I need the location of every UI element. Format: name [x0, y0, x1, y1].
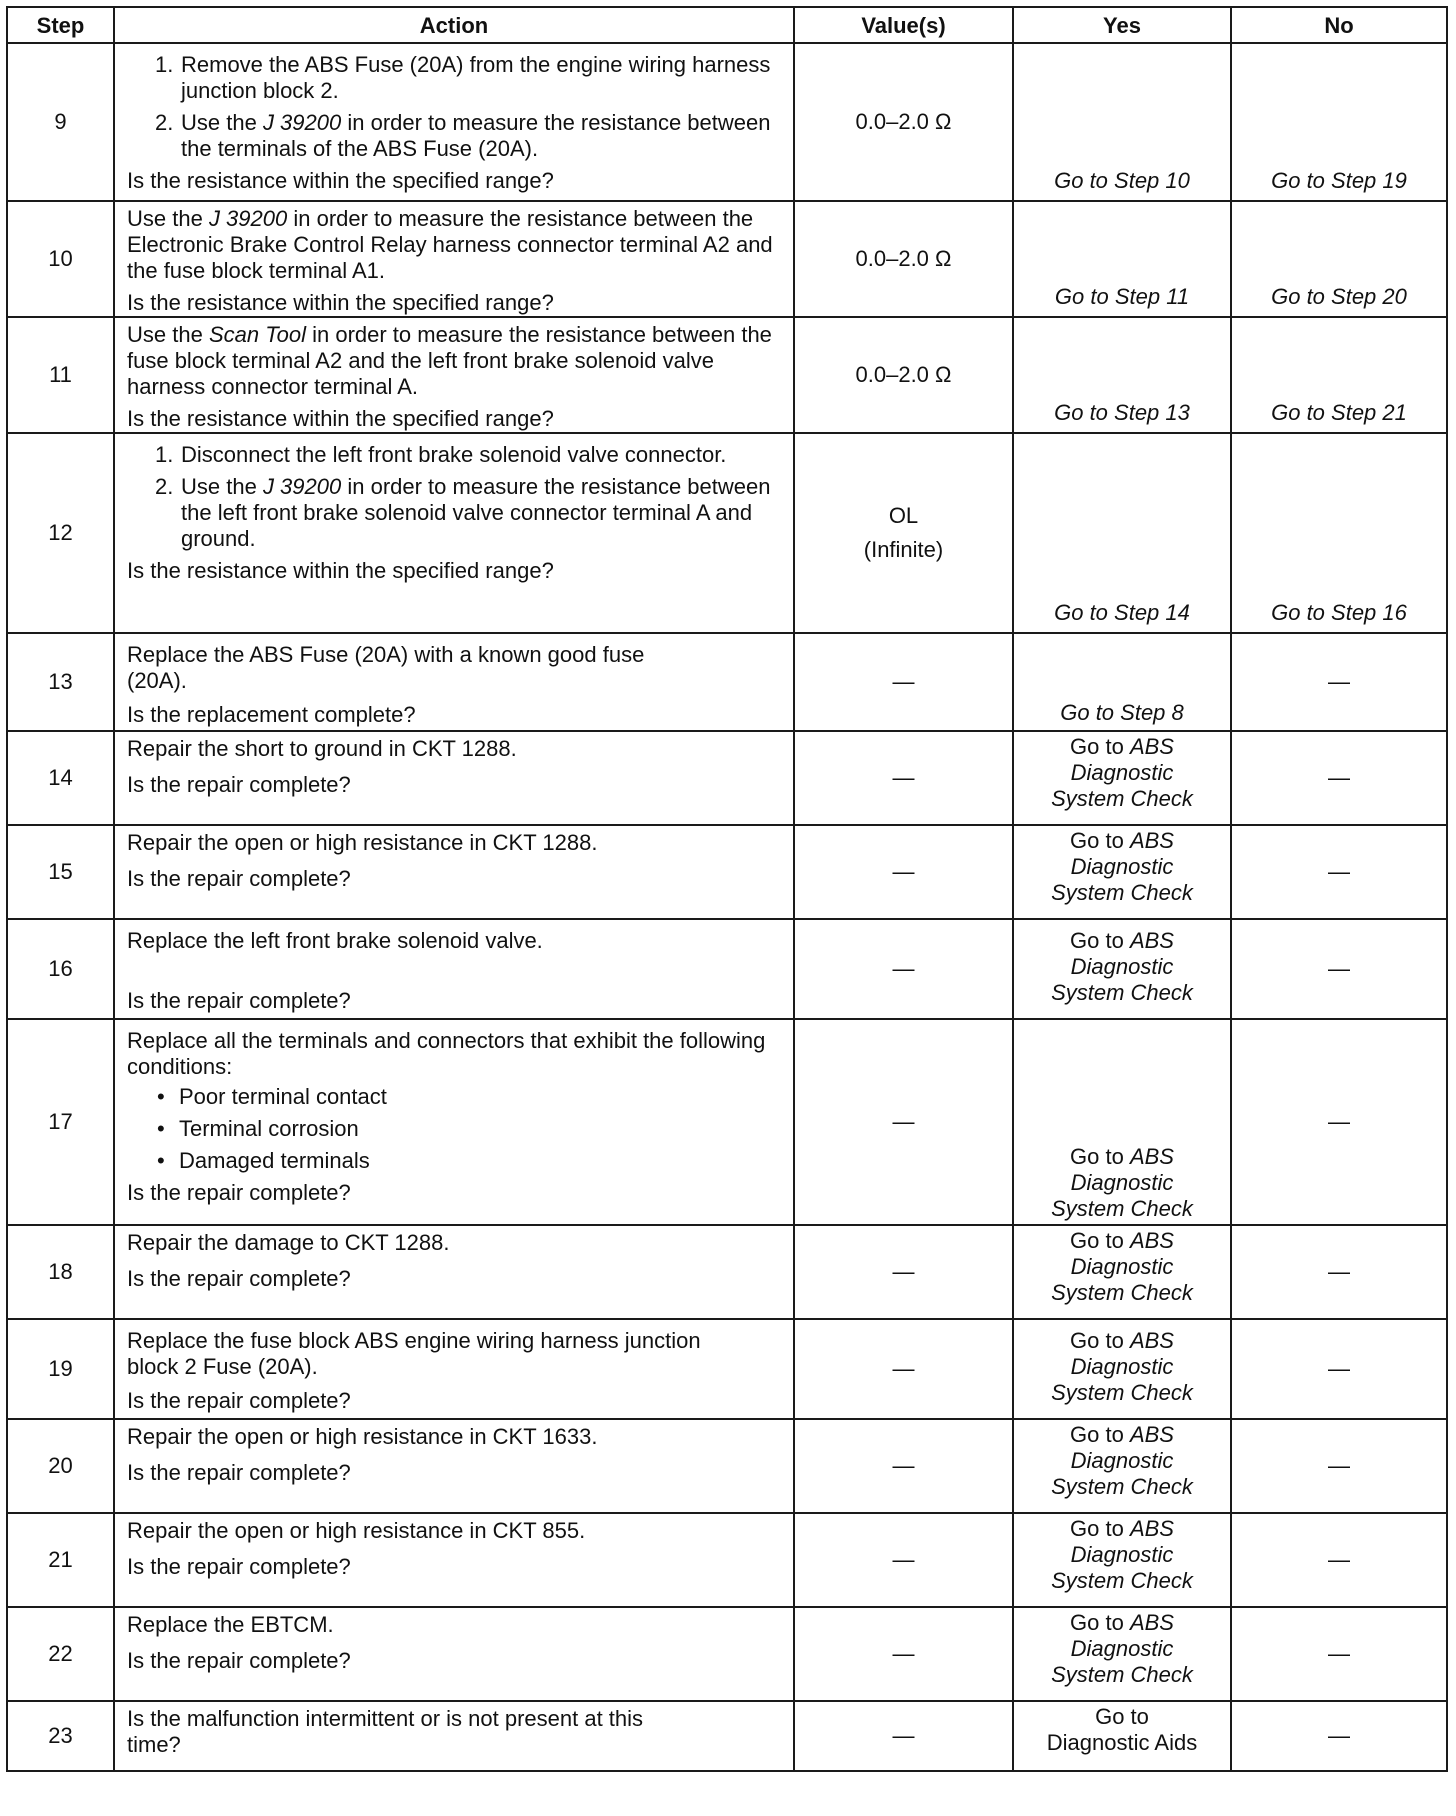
question-text: Is the resistance within the specified range?: [127, 168, 554, 193]
step-number: 20: [7, 1419, 114, 1513]
table-row: [7, 43, 1447, 201]
question-text: Is the resistance within the specified range?: [127, 406, 554, 431]
yes-cell: Go to ABS Diagnostic System Check: [1013, 825, 1231, 919]
header-step: Step: [7, 7, 114, 43]
question-text: Is the repair complete?: [127, 1180, 351, 1205]
action-cell: Repair the open or high resistance in CKT 1633. Is the repair complete?: [114, 1419, 794, 1513]
no-cell: Go to Step 19: [1231, 43, 1447, 201]
value-cell: —: [794, 1419, 1013, 1513]
value-cell: —: [794, 633, 1013, 731]
table-row: [7, 1225, 1447, 1319]
yes-cell: Go to ABS Diagnostic System Check: [1013, 1019, 1231, 1225]
question-text: Is the malfunction intermittent or is not present at this time?: [127, 1706, 644, 1757]
question-text: Is the resistance within the specified range?: [127, 290, 554, 315]
no-cell: —: [1231, 1513, 1447, 1607]
step-number: 12: [7, 433, 114, 633]
step-number: 15: [7, 825, 114, 919]
header-yes: Yes: [1013, 7, 1231, 43]
value-cell: —: [794, 1701, 1013, 1771]
step-number: 18: [7, 1225, 114, 1319]
value-cell: 0.0–2.0 Ω: [794, 43, 1013, 201]
list-item: 1. Remove the ABS Fuse (20A) from the engine wiring harness junction block 2.: [155, 52, 771, 103]
step-number: 21: [7, 1513, 114, 1607]
yes-cell: Go to ABS Diagnostic System Check: [1013, 1319, 1231, 1419]
question-text: Is the resistance within the specified range?: [127, 558, 554, 583]
question-text: Is the repair complete?: [127, 772, 351, 797]
yes-cell: Go to ABS Diagnostic System Check: [1013, 919, 1231, 1019]
no-cell: —: [1231, 633, 1447, 731]
table-row: [7, 633, 1447, 731]
action-cell: [114, 1701, 794, 1771]
step-number: 14: [7, 731, 114, 825]
no-cell: Go to Step 16: [1231, 433, 1447, 633]
question-text: Is the repair complete?: [127, 1648, 351, 1673]
table-row: [7, 317, 1447, 433]
question-text: Is the repair complete?: [127, 988, 351, 1013]
no-cell: —: [1231, 1225, 1447, 1319]
action-cell: Replace the EBTCM. Is the repair complete?: [114, 1607, 794, 1701]
question-text: Is the repair complete?: [127, 1554, 351, 1579]
table-row: [7, 1513, 1447, 1607]
list-item: • Terminal corrosion: [157, 1116, 359, 1141]
value-cell: —: [794, 1225, 1013, 1319]
question-text: Is the repair complete?: [127, 866, 351, 891]
step-number: 22: [7, 1607, 114, 1701]
step-number: 19: [7, 1319, 114, 1419]
value-cell: —: [794, 1319, 1013, 1419]
value-cell: 0.0–2.0 Ω: [794, 317, 1013, 433]
no-cell: —: [1231, 1607, 1447, 1701]
list-item: 1. Disconnect the left front brake solenoid valve connector.: [155, 442, 727, 467]
action-cell: Use the J 39200 in order to measure the resistance between the Electronic Brake Control Relay harness connector terminal A2 and the fuse block terminal A1. Is the resistance within the specified range?: [114, 201, 794, 317]
action-cell: Repair the open or high resistance in CKT 1288. Is the repair complete?: [114, 825, 794, 919]
question-text: Is the repair complete?: [127, 1266, 351, 1291]
question-text: Is the repair complete?: [127, 1388, 351, 1413]
yes-cell: Go to ABS Diagnostic System Check: [1013, 1419, 1231, 1513]
step-number: 9: [7, 43, 114, 201]
action-cell: Repair the damage to CKT 1288. Is the repair complete?: [114, 1225, 794, 1319]
value-cell: —: [794, 1607, 1013, 1701]
action-cell: [114, 43, 794, 201]
table-row: [7, 433, 1447, 633]
step-number: 16: [7, 919, 114, 1019]
diagnostic-table-page: [6, 6, 1446, 1772]
yes-cell: Go to ABS Diagnostic System Check: [1013, 1513, 1231, 1607]
header-row: [7, 7, 1447, 43]
table-row: [7, 1019, 1447, 1225]
yes-cell: Go to Step 11: [1013, 201, 1231, 317]
action-cell: Replace the ABS Fuse (20A) with a known good fuse (20A). Is the replacement complete?: [114, 633, 794, 731]
yes-cell: Go to Step 14: [1013, 433, 1231, 633]
no-cell: —: [1231, 1319, 1447, 1419]
action-cell: [114, 433, 794, 633]
yes-cell: Go to ABS Diagnostic System Check: [1013, 1607, 1231, 1701]
action-cell: Replace the fuse block ABS engine wiring harness junction block 2 Fuse (20A). Is the repair complete?: [114, 1319, 794, 1419]
value-cell: —: [794, 1019, 1013, 1225]
diagnostic-table: [6, 6, 1448, 1772]
no-cell: —: [1231, 1419, 1447, 1513]
no-cell: Go to Step 21: [1231, 317, 1447, 433]
table-row: [7, 201, 1447, 317]
question-text: Is the repair complete?: [127, 1460, 351, 1485]
yes-cell: Go to Step 8: [1013, 633, 1231, 731]
step-number: 13: [7, 633, 114, 731]
step-number: 23: [7, 1701, 114, 1771]
no-cell: —: [1231, 919, 1447, 1019]
action-cell: Replace all the terminals and connectors that exhibit the following conditions: • Poor terminal contact • Terminal corrosion • Damaged terminals Is the repair complete?: [114, 1019, 794, 1225]
question-text: Is the replacement complete?: [127, 702, 416, 727]
table-row: [7, 1607, 1447, 1701]
action-cell: Repair the open or high resistance in CKT 855. Is the repair complete?: [114, 1513, 794, 1607]
no-cell: —: [1231, 1701, 1447, 1771]
no-cell: Go to Step 20: [1231, 201, 1447, 317]
list-item: • Damaged terminals: [157, 1148, 370, 1173]
table-row: [7, 825, 1447, 919]
value-cell: —: [794, 919, 1013, 1019]
yes-cell: Go to Step 10: [1013, 43, 1231, 201]
value-cell: —: [794, 825, 1013, 919]
value-cell: —: [794, 731, 1013, 825]
table-row: [7, 731, 1447, 825]
header-action: Action: [114, 7, 794, 43]
action-cell: Replace the left front brake solenoid valve. Is the repair complete?: [114, 919, 794, 1019]
no-cell: —: [1231, 731, 1447, 825]
action-cell: Use the Scan Tool in order to measure the resistance between the fuse block terminal A2 and the left front brake solenoid valve harness connector terminal A. Is the resistance within the specified range?: [114, 317, 794, 433]
value-cell: 0.0–2.0 Ω: [794, 201, 1013, 317]
table-row: [7, 1701, 1447, 1771]
step-number: 17: [7, 1019, 114, 1225]
table-row: [7, 1419, 1447, 1513]
step-number: 10: [7, 201, 114, 317]
yes-cell: Go to ABS Diagnostic System Check: [1013, 1225, 1231, 1319]
header-values: Value(s): [794, 7, 1013, 43]
list-item: 2. Use the J 39200 in order to measure the resistance between the left front brake solenoid valve connector terminal A and ground.: [155, 474, 771, 551]
value-cell: —: [794, 1513, 1013, 1607]
header-no: No: [1231, 7, 1447, 43]
value-cell: OL (Infinite): [794, 433, 1013, 633]
table-row: [7, 1319, 1447, 1419]
yes-cell: Go to Step 13: [1013, 317, 1231, 433]
no-cell: —: [1231, 825, 1447, 919]
no-cell: —: [1231, 1019, 1447, 1225]
table-row: [7, 919, 1447, 1019]
list-item: 2. Use the J 39200 in order to measure the resistance between the terminals of the ABS Fuse (20A).: [155, 110, 771, 161]
yes-cell: Go to ABS Diagnostic System Check: [1013, 731, 1231, 825]
list-item: • Poor terminal contact: [157, 1084, 387, 1109]
step-number: 11: [7, 317, 114, 433]
action-cell: Repair the short to ground in CKT 1288. Is the repair complete?: [114, 731, 794, 825]
yes-cell: Go to Diagnostic Aids: [1013, 1701, 1231, 1771]
